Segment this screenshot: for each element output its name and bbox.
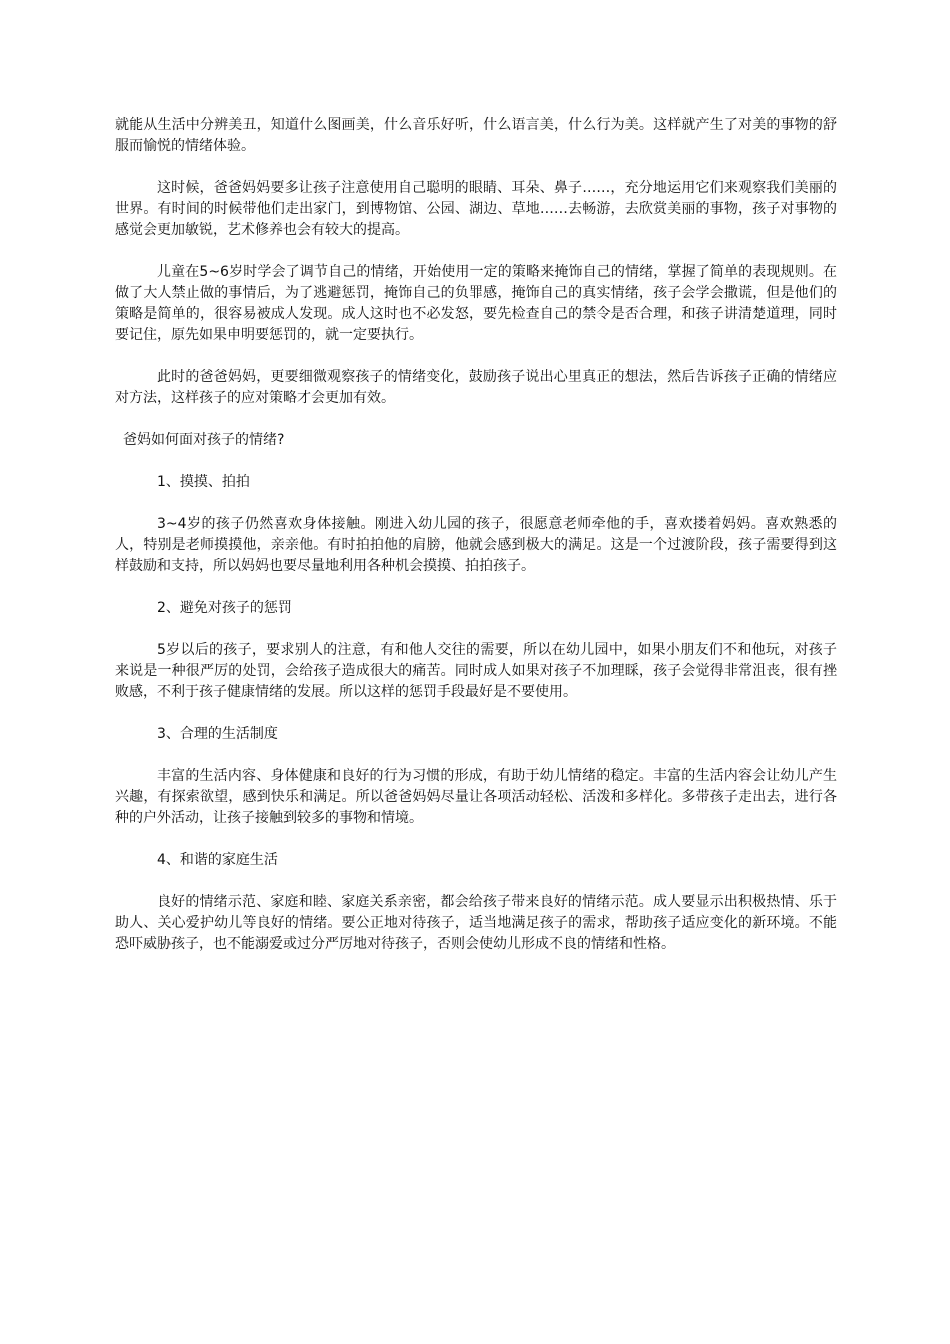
document-body bbox=[115, 115, 837, 976]
subheading-1: 1、摸摸、拍拍 bbox=[157, 474, 250, 490]
section-heading: 爸妈如何面对孩子的情绪? bbox=[123, 432, 285, 448]
paragraph-routine: 丰富的生活内容、身体健康和良好的行为习惯的形成，有助于幼儿情绪的稳定。丰富的生活内容会让幼儿产生兴趣，有探索欲望，感到快乐和满足。所以爸爸妈妈尽量让各项活动轻松、活泼和多样化。多带孩子走出去，进行各种的户外活动，让孩子接触到较多的事物和情境。 bbox=[115, 768, 837, 826]
paragraph-observe-world: 这时候，爸爸妈妈要多让孩子注意使用自己聪明的眼睛、耳朵、鼻子……，充分地运用它们来观察我们美丽的世界。有时间的时候带他们走出家门，到博物馆、公园、湖边、草地……去畅游，去欣赏美丽的事物，孩子对事物的感觉会更加敏锐，艺术修养也会有较大的提高。 bbox=[115, 180, 837, 238]
subheading-4: 4、和谐的家庭生活 bbox=[157, 852, 278, 868]
paragraph-emotion-regulation: 儿童在5~6岁时学会了调节自己的情绪，开始使用一定的策略来掩饰自己的情绪，掌握了简单的表现规则。在做了大人禁止做的事情后，为了逃避惩罚，掩饰自己的负罪感，掩饰自己的真实情绪，孩子会学会撒谎，但是他们的策略是简单的，很容易被成人发现。成人这时也不必发怒，要先检查自己的禁令是否合理，和孩子讲清楚道理，同时要记住，原先如果申明要惩罚的，就一定要执行。 bbox=[115, 264, 837, 343]
paragraph-aesthetic-experience: 就能从生活中分辨美丑，知道什么图画美，什么音乐好听，什么语言美，什么行为美。这样就产生了对美的事物的舒服而愉悦的情绪体验。 bbox=[115, 117, 837, 154]
paragraph-touch: 3~4岁的孩子仍然喜欢身体接触。刚进入幼儿园的孩子，很愿意老师牵他的手，喜欢搂着妈妈。喜欢熟悉的人，特别是老师摸摸他，亲亲他。有时拍拍他的肩膀，他就会感到极大的满足。这是一个过渡阶段，孩子需要得到这样鼓励和支持，所以妈妈也要尽量地利用各种机会摸摸、拍拍孩子。 bbox=[115, 516, 837, 574]
paragraph-observe-changes: 此时的爸爸妈妈，更要细微观察孩子的情绪变化，鼓励孩子说出心里真正的想法，然后告诉孩子正确的情绪应对方法，这样孩子的应对策略才会更加有效。 bbox=[115, 369, 837, 406]
paragraph-family-life: 良好的情绪示范、家庭和睦、家庭关系亲密，都会给孩子带来良好的情绪示范。成人要显示出积极热情、乐于助人、关心爱护幼儿等良好的情绪。要公正地对待孩子，适当地满足孩子的需求，帮助孩子适应变化的新环境。不能恐吓威胁孩子，也不能溺爱或过分严厉地对待孩子，否则会使幼儿形成不良的情绪和性格。 bbox=[115, 894, 837, 952]
subheading-3: 3、合理的生活制度 bbox=[157, 726, 278, 742]
subheading-2: 2、避免对孩子的惩罚 bbox=[157, 600, 292, 616]
paragraph-punishment: 5岁以后的孩子，要求别人的注意，有和他人交往的需要，所以在幼儿园中，如果小朋友们不和他玩，对孩子来说是一种很严厉的处罚，会给孩子造成很大的痛苦。同时成人如果对孩子不加理睬，孩子会觉得非常沮丧，很有挫败感，不利于孩子健康情绪的发展。所以这样的惩罚手段最好是不要使用。 bbox=[115, 642, 837, 700]
